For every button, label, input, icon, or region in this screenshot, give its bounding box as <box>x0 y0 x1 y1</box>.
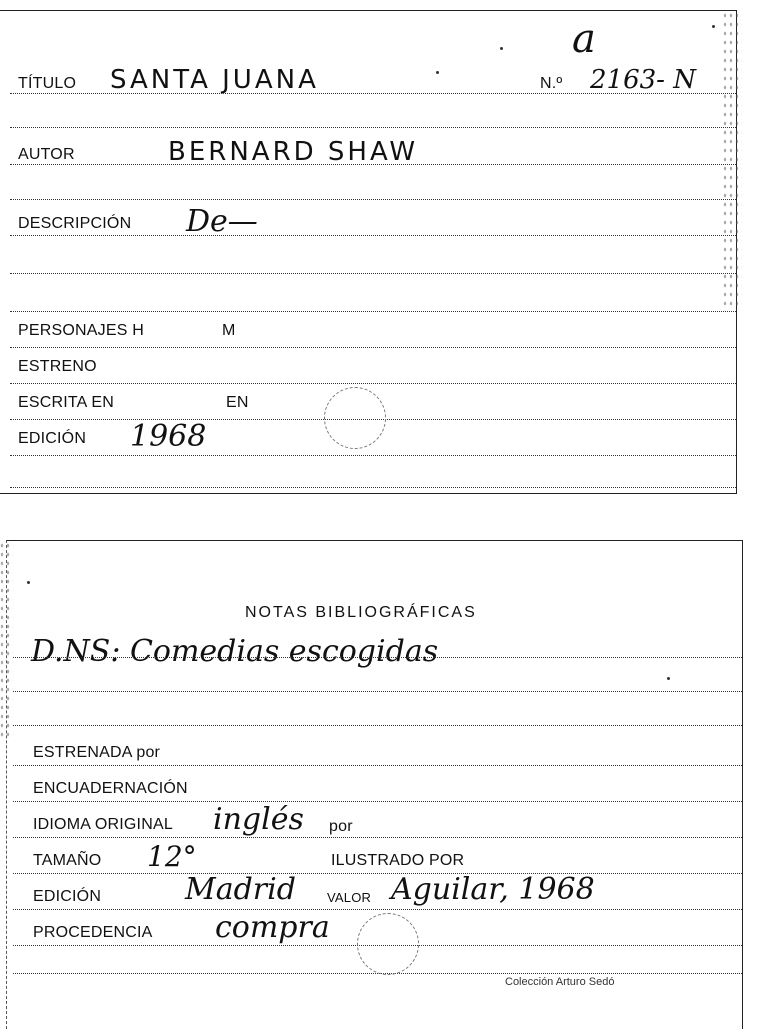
catalog-card-notes <box>6 540 743 1029</box>
titulo-value: SANTA JUANA <box>110 65 319 95</box>
punch-hole <box>357 913 419 975</box>
idioma-label: IDIOMA ORIGINAL <box>33 816 173 833</box>
titulo-label: TÍTULO <box>18 75 77 92</box>
rule-line <box>13 873 742 874</box>
punch-hole <box>324 387 386 449</box>
rule-line <box>13 837 742 838</box>
numero-label: N.º <box>540 75 563 92</box>
rule-line <box>10 164 736 165</box>
edicion2-label: EDICIÓN <box>33 888 102 905</box>
rule-line <box>13 657 742 658</box>
rule-line <box>13 765 742 766</box>
catalog-card-main <box>0 10 737 494</box>
idioma-por-label: por <box>329 818 353 835</box>
rule-line <box>10 273 736 274</box>
descripcion-label: DESCRIPCIÓN <box>18 215 132 232</box>
tamano-value: 12° <box>147 840 197 873</box>
edicion2-value: Madrid <box>185 872 296 907</box>
rule-line <box>10 487 736 488</box>
descripcion-value: De— <box>186 204 258 239</box>
notes-heading: NOTAS BIBLIOGRÁFICAS <box>245 604 477 621</box>
rule-line <box>10 235 736 236</box>
speck <box>667 677 670 680</box>
rule-line <box>13 725 742 726</box>
rule-line <box>10 127 736 128</box>
encuadernacion-label: ENCUADERNACIÓN <box>33 780 188 797</box>
tamano-label: TAMAÑO <box>33 852 102 869</box>
footer-collection: Colección Arturo Sedó <box>505 976 615 988</box>
rule-line <box>10 455 736 456</box>
escrita-label: ESCRITA EN <box>18 394 114 411</box>
notes-value: D.NS: Comedias escogidas <box>31 634 439 669</box>
idioma-value: inglés <box>213 802 304 837</box>
rule-line <box>10 199 736 200</box>
procedencia-value: compra <box>215 910 330 945</box>
rule-line <box>13 691 742 692</box>
personajes-m-label: M <box>222 322 236 339</box>
edicion-value: 1968 <box>130 419 207 454</box>
valor-label: VALOR <box>327 890 372 905</box>
edge-texture <box>722 11 742 311</box>
estrenada-label: ESTRENADA por <box>33 744 161 761</box>
autor-value: BERNARD SHAW <box>168 137 419 167</box>
ilustrado-label: ILUSTRADO POR <box>331 852 465 869</box>
rule-line <box>10 347 736 348</box>
numero-value: 2163- N <box>590 65 696 95</box>
speck <box>436 71 439 74</box>
procedencia-label: PROCEDENCIA <box>33 924 153 941</box>
publisher-value: Aguilar, 1968 <box>391 872 595 907</box>
corner-mark: a <box>572 16 596 62</box>
edge-texture <box>0 541 13 741</box>
autor-label: AUTOR <box>18 146 75 163</box>
speck <box>500 47 503 50</box>
rule-line <box>13 801 742 802</box>
rule-line <box>10 93 736 94</box>
edicion-label: EDICIÓN <box>18 430 87 447</box>
speck <box>27 581 30 584</box>
personajes-label: PERSONAJES H <box>18 322 144 339</box>
rule-line <box>10 383 736 384</box>
speck <box>712 25 715 28</box>
rule-line <box>13 909 742 910</box>
escrita-en-label: EN <box>226 394 249 411</box>
estreno-label: ESTRENO <box>18 358 97 375</box>
rule-line <box>10 311 736 312</box>
